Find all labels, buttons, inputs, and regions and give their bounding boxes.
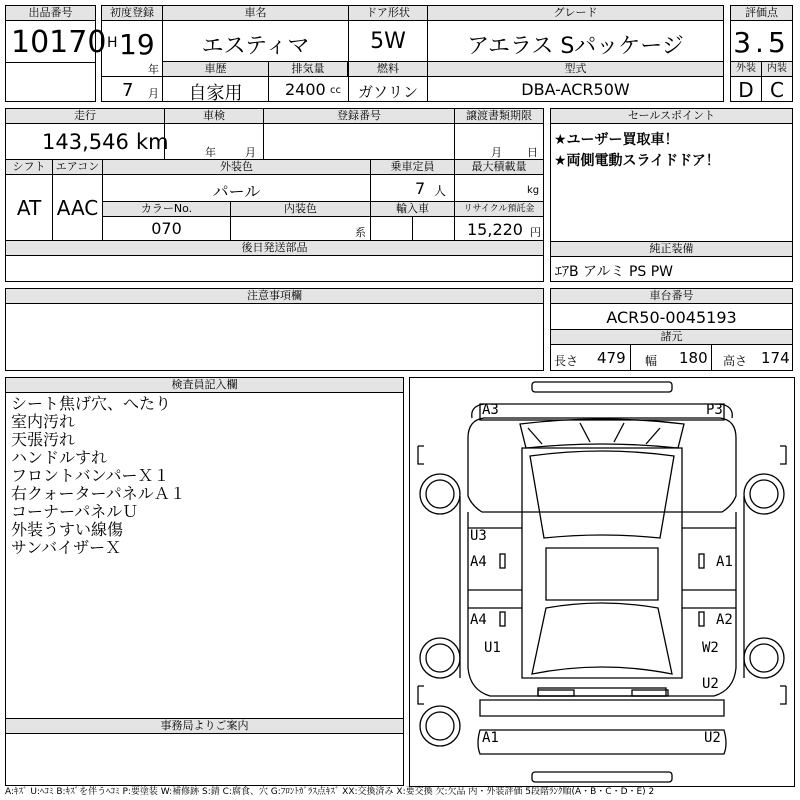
inspector-line: シート焦げ穴、へたり xyxy=(11,394,172,413)
color-header: 外装色 xyxy=(102,159,371,175)
width: 180 xyxy=(679,349,708,367)
displacement-unit: cc xyxy=(330,85,341,96)
history: 自家用 xyxy=(188,83,243,104)
first-reg-year: 19 xyxy=(119,28,155,61)
interior-grade: C xyxy=(770,78,784,102)
damage-mark: A3 xyxy=(482,402,499,418)
score-cell xyxy=(730,20,793,62)
height-cell xyxy=(711,344,793,371)
chassis-cell xyxy=(550,303,793,330)
fuel-header: 燃料 xyxy=(348,61,428,77)
max-load-cell xyxy=(454,174,544,202)
interior-color-unit: 系 xyxy=(355,226,366,239)
first-reg-month-cell xyxy=(101,76,163,102)
damage-mark: A2 xyxy=(716,612,733,628)
lot-no-cell xyxy=(5,20,107,63)
exterior-grade: D xyxy=(738,78,754,102)
fuel-cell xyxy=(348,76,428,102)
car-name-header: 車名 xyxy=(162,5,349,21)
transfer-deadline-header: 譲渡書類期限 xyxy=(454,108,544,124)
aircon-header: エアコン xyxy=(52,159,103,175)
capacity-cell xyxy=(370,174,455,202)
office-cell xyxy=(5,733,404,786)
damage-mark: U1 xyxy=(484,640,501,656)
lot-no-header: 出品番号 xyxy=(5,5,96,21)
car-outline xyxy=(410,378,794,786)
inspection-header: 車検 xyxy=(164,108,264,124)
damage-mark: P3 xyxy=(706,402,723,418)
car-damage-diagram xyxy=(409,377,795,787)
exterior-header: 外装 xyxy=(730,61,762,77)
inspector-line: コーナーパネルＵ xyxy=(11,502,139,521)
recycle-unit: 円 xyxy=(530,226,541,239)
interior-color-header: 内装色 xyxy=(230,201,371,217)
car-name-cell xyxy=(162,20,349,62)
damage-mark: W2 xyxy=(702,640,719,656)
inspector-line: 天張汚れ xyxy=(11,430,76,449)
lot-no: 10170 xyxy=(11,25,107,60)
door-header: ドア形状 xyxy=(348,5,428,21)
inspector-line: サンバイザーＸ xyxy=(11,538,122,557)
exterior-grade-cell xyxy=(730,76,762,102)
capacity-header: 乗車定員 xyxy=(370,159,455,175)
month-unit: 月 xyxy=(148,87,159,100)
interior-color-cell xyxy=(230,216,371,241)
mileage-cell xyxy=(5,123,169,160)
transfer-month-unit: 月 xyxy=(491,146,502,159)
mileage-header: 走行 xyxy=(5,108,165,124)
era: H xyxy=(107,35,118,51)
mileage-unit: km xyxy=(136,130,169,154)
car-name: エスティマ xyxy=(201,34,310,59)
score-header: 評価点 xyxy=(730,5,793,21)
fuel: ガソリン xyxy=(357,83,418,101)
sales-point-header: セールスポイント xyxy=(550,108,793,124)
sales-point-cell xyxy=(550,123,793,242)
interior-grade-cell xyxy=(761,76,793,102)
first-reg-month: 7 xyxy=(122,80,134,101)
inspector-cell xyxy=(5,392,404,719)
damage-mark: U2 xyxy=(704,730,721,746)
grade-header: グレード xyxy=(427,5,724,21)
displacement-header: 排気量 xyxy=(268,61,348,77)
color-no-header: カラーNo. xyxy=(102,201,231,217)
damage-mark: A1 xyxy=(716,554,733,570)
capacity-unit: 人 xyxy=(434,184,447,198)
door-type: 5W xyxy=(370,29,406,54)
later-parts-cell xyxy=(5,255,544,282)
height-label: 高さ xyxy=(723,354,748,368)
aircon: AAC xyxy=(56,196,99,220)
shift-cell xyxy=(5,174,53,241)
reg-no-header: 登録番号 xyxy=(263,108,455,124)
recycle-fee: 15,220 xyxy=(467,220,523,239)
model-header: 型式 xyxy=(427,61,724,77)
grade: アエラス Sパッケージ xyxy=(467,34,684,59)
color-no-cell xyxy=(102,216,231,241)
displacement-cell xyxy=(268,76,349,102)
office-header: 事務局よりご案内 xyxy=(5,718,404,734)
dims-header: 諸元 xyxy=(550,329,793,345)
capacity: 7 xyxy=(415,179,426,198)
width-cell xyxy=(630,344,712,371)
inspector-line: フロントバンパーＸ１ xyxy=(11,466,170,485)
sales-point-line: ★両側電動スライドドア！ xyxy=(554,153,720,169)
recycle-cell xyxy=(454,216,544,241)
reg-no-cell xyxy=(263,123,455,160)
notes-cell xyxy=(5,303,544,371)
legend: A:ｷｽﾞ U:ﾍｺﾐ B:ｷｽﾞを伴うﾍｺﾐ P:要塗装 W:補修跡 S:錆 C:腐食、穴 G:ﾌﾛﾝﾄｶﾞﾗｽ点ｷｽﾞ XX:交換済み X:要交換 欠:欠品 内・外装評価 5段階ﾗﾝｸ順(A・B・C・D・E) 2 xyxy=(5,787,655,797)
import-cell-2 xyxy=(412,216,455,241)
chassis-header: 車台番号 xyxy=(550,288,793,304)
model-cell xyxy=(427,76,724,102)
equipment-cell xyxy=(550,256,793,282)
length: 479 xyxy=(597,349,626,367)
damage-mark: U2 xyxy=(702,676,719,692)
max-load-header: 最大積載量 xyxy=(454,159,544,175)
chassis-no: ACR50-0045193 xyxy=(606,308,737,327)
damage-mark: A4 xyxy=(470,554,487,570)
history-cell xyxy=(162,76,269,102)
door-cell xyxy=(348,20,428,62)
length-cell xyxy=(550,344,631,371)
transfer-deadline-cell xyxy=(454,123,544,160)
inspection-month-unit: 月 xyxy=(245,146,256,159)
inspection-year-unit: 年 xyxy=(205,146,216,159)
length-label: 長さ xyxy=(554,354,579,368)
damage-mark: U3 xyxy=(470,528,487,544)
grade-cell xyxy=(427,20,724,62)
color-cell xyxy=(102,174,371,202)
shift: AT xyxy=(16,196,42,220)
transfer-day-unit: 日 xyxy=(527,146,538,159)
year-unit: 年 xyxy=(148,63,159,76)
max-load-unit: kg xyxy=(527,185,540,196)
model: DBA-ACR50W xyxy=(521,80,630,99)
height: 174 xyxy=(761,349,790,367)
equipment-header: 純正装備 xyxy=(550,241,793,257)
inspector-line: 外装うすい線傷 xyxy=(11,520,124,539)
mileage: 143,546 xyxy=(42,130,129,154)
history-header: 車歴 xyxy=(162,61,269,77)
lot-no-spare-cell xyxy=(5,62,96,102)
color: パール xyxy=(212,182,261,201)
damage-mark: A4 xyxy=(470,612,487,628)
import-header: 輸入車 xyxy=(370,201,455,217)
inspection-cell xyxy=(164,123,264,160)
displacement: 2400 xyxy=(285,80,326,99)
recycle-header: リサイクル預託金 xyxy=(454,201,544,217)
import-cell-1 xyxy=(370,216,413,241)
score: 3.5 xyxy=(733,26,790,59)
first-reg-year-cell xyxy=(101,20,163,77)
interior-header: 内装 xyxy=(761,61,793,77)
aircon-cell xyxy=(52,174,103,241)
damage-mark: A1 xyxy=(482,730,499,746)
color-no: 070 xyxy=(151,219,182,238)
first-reg-header: 初度登録 xyxy=(101,5,163,21)
sales-point-line: ★ユーザー買取車！ xyxy=(554,132,679,148)
inspector-line: 右クォーターパネルＡ１ xyxy=(11,484,186,503)
width-label: 幅 xyxy=(645,354,658,368)
equipment: ｴｱB アルミ PS PW xyxy=(555,264,674,280)
shift-header: シフト xyxy=(5,159,53,175)
inspector-line: 室内汚れ xyxy=(11,412,76,431)
later-parts-header: 後日発送部品 xyxy=(5,240,544,256)
inspector-line: ハンドルすれ xyxy=(11,448,108,467)
inspector-header: 検査員記入欄 xyxy=(5,377,404,393)
notes-header: 注意事項欄 xyxy=(5,288,544,304)
